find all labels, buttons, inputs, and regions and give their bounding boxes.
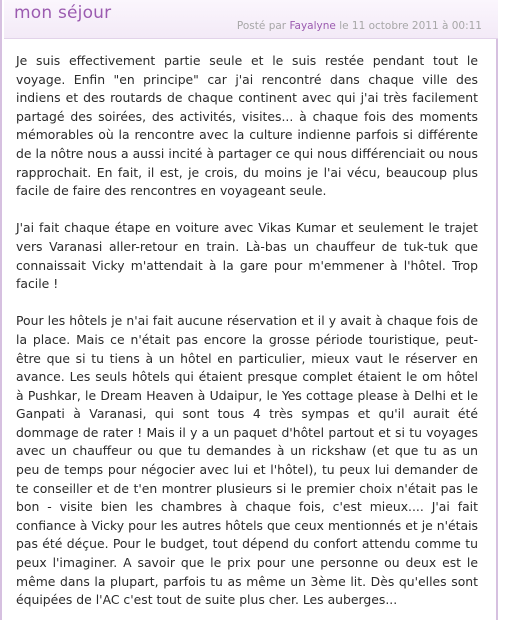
- post-header: [4, 0, 498, 39]
- post-paragraph: Pour les hôtels je n'ai fait aucune réservation et il y avait à chaque fois de la place. Mais ce n'était pas encore la grosse période touristique, peut-être que si tu tiens à un hôtel en particulier, mieux vaut le réserver en avance. Les seuls hôtels qui étaient presque complet étaient le om hôtel à Pushkar, le Dream Heaven à Udaipur, le Yes cottage please à Delhi et le Ganpati à Varanasi, qui sont tous 4 très sympas et qu'il aurait été dommage de rater ! Mais il y a un paquet d'hôtel partout et si tu voyages avec un chauffeur ou que tu demandes à un rickshaw (et que tu as un peu de temps pour négocier avec lui et l'hôtel), tu peux lui demander de te conseiller et de t'en montrer plusieurs si le premier choix n'était pas le bon - visite bien les chambres à chaque fois, c'est mieux.... J'ai fait confiance à Vicky pour les autres hôtels que ceux mentionnés et je n'étais pas été déçue. Pour le budget, tout dépend du confort attendu comme tu peux l'imaginer. A savoir que le prix pour une personne ou deux est le même dans la plupart, parfois tu as même un 3ème lit. Dès qu'elles sont équipées de l'AC c'est tout de suite plus cher. Les auberges...: [16, 313, 478, 608]
- post-paragraph: J'ai fait chaque étape en voiture avec Vikas Kumar et seulement le trajet vers Varanasi aller-retour en train. Là-bas un chauffeur de tuk-tuk que connaissait Vicky m'attendait à la gare pour m'emmener à l'hôtel. Trop facile !: [16, 220, 478, 292]
- post-meta: [237, 20, 482, 32]
- post-body: [16, 52, 478, 628]
- post-paragraph: Je suis effectivement partie seule et le suis restée pendant tout le voyage. Enfin "en principe" car j'ai rencontré dans chaque ville des indiens et des routards de chaque continent avec qui j'ai très facilement partagé des soirées, des activités, visites... à chaque fois des moments mémorables où la rencontre avec la culture indienne parfois si différente de la nôtre nous a aussi incité à partager ce qui nous différenciait ou nous rapprochait. En fait, il est, je crois, du moins je l'ai vécu, beaucoup plus facile de faire des rencontres en voyageant seule.: [16, 53, 478, 199]
- post-title: mon séjour: [14, 3, 112, 23]
- meta-date: le 11 octobre 2011 à 00:11: [335, 20, 482, 32]
- author-link[interactable]: Fayalyne: [289, 20, 336, 32]
- meta-prefix: Posté par: [236, 20, 290, 32]
